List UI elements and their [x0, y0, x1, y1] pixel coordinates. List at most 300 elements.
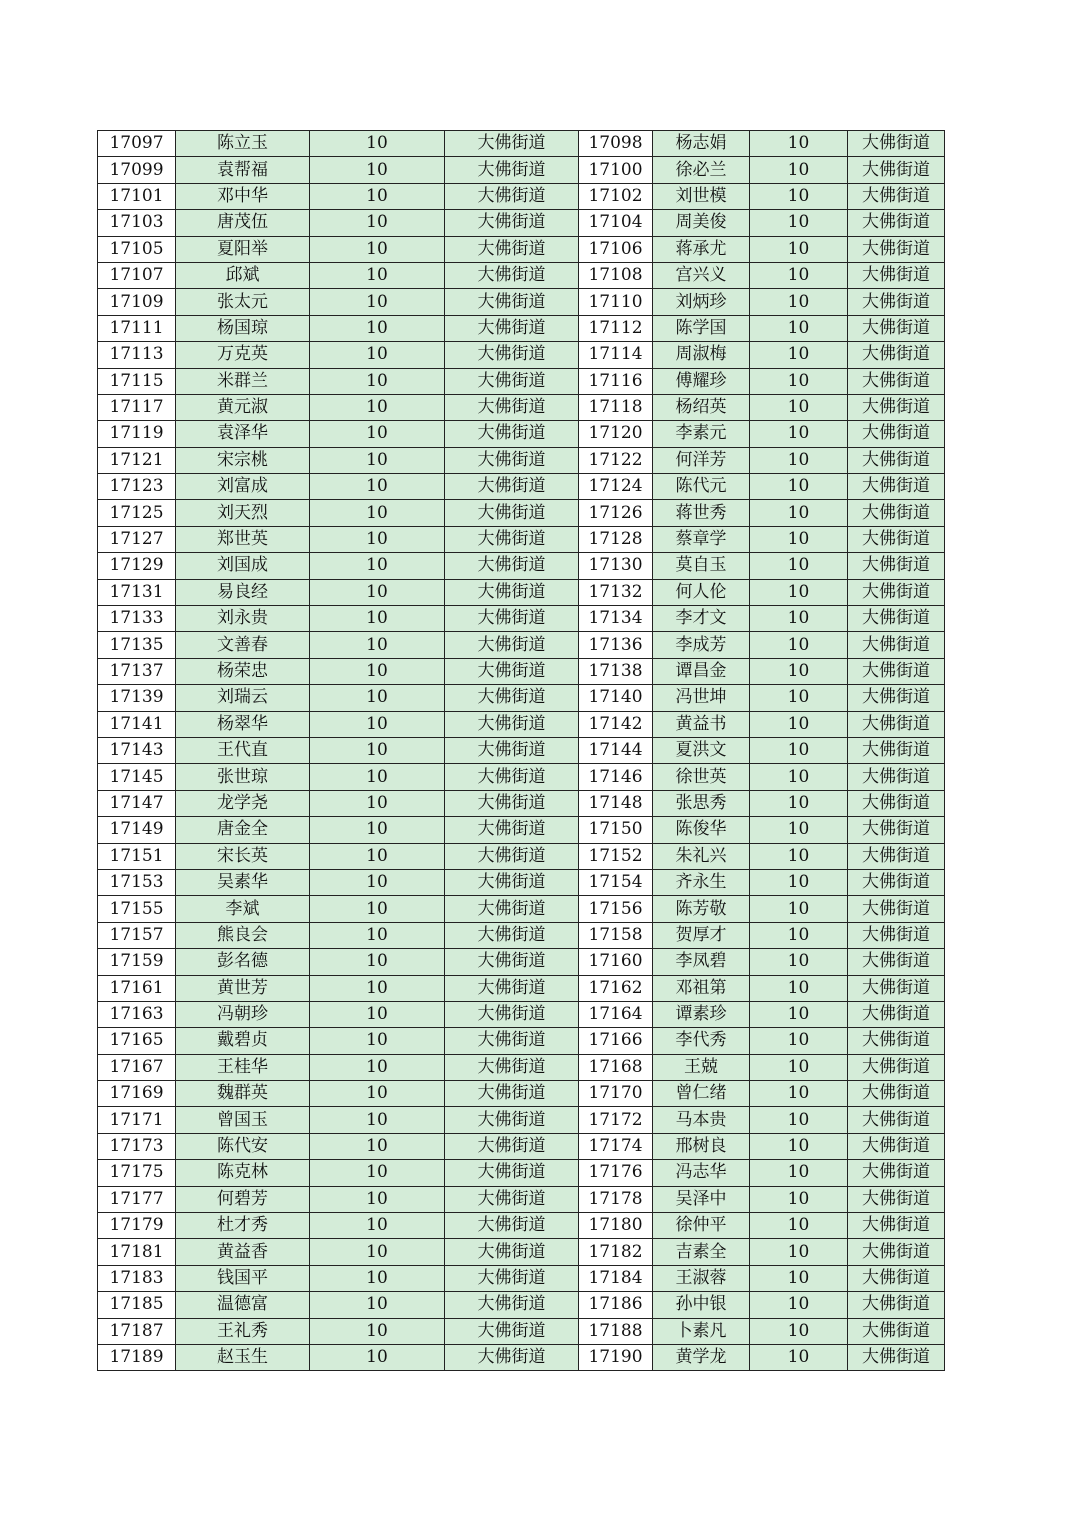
- left-id-cell: 17131: [98, 579, 176, 605]
- left-name-cell: 王代直: [176, 737, 310, 763]
- right-name-cell: 周美俊: [653, 210, 750, 236]
- right-name-cell: 冯世坤: [653, 685, 750, 711]
- right-value-cell: 10: [750, 843, 848, 869]
- right-id-cell: 17128: [579, 526, 653, 552]
- left-district-cell: 大佛街道: [445, 262, 579, 288]
- right-id-cell: 17186: [579, 1292, 653, 1318]
- left-name-cell: 陈代安: [176, 1133, 310, 1159]
- left-name-cell: 彭名德: [176, 949, 310, 975]
- table-row: [98, 1265, 945, 1291]
- right-district-cell: 大佛街道: [848, 606, 945, 632]
- left-name-cell: 钱国平: [176, 1265, 310, 1291]
- left-id-cell: 17183: [98, 1265, 176, 1291]
- left-district-cell: 大佛街道: [445, 1318, 579, 1344]
- left-id-cell: 17185: [98, 1292, 176, 1318]
- left-name-cell: 温德富: [176, 1292, 310, 1318]
- right-district-cell: 大佛街道: [848, 500, 945, 526]
- table-row: [98, 526, 945, 552]
- right-value-cell: 10: [750, 1213, 848, 1239]
- left-name-cell: 吴素华: [176, 869, 310, 895]
- left-value-cell: 10: [310, 131, 445, 157]
- table-row: [98, 342, 945, 368]
- left-name-cell: 唐金全: [176, 817, 310, 843]
- left-district-cell: 大佛街道: [445, 896, 579, 922]
- left-id-cell: 17105: [98, 236, 176, 262]
- right-value-cell: 10: [750, 262, 848, 288]
- left-district-cell: 大佛街道: [445, 1160, 579, 1186]
- table-row: [98, 817, 945, 843]
- right-id-cell: 17120: [579, 421, 653, 447]
- right-value-cell: 10: [750, 1292, 848, 1318]
- left-id-cell: 17141: [98, 711, 176, 737]
- right-id-cell: 17180: [579, 1213, 653, 1239]
- left-district-cell: 大佛街道: [445, 606, 579, 632]
- left-name-cell: 何碧芳: [176, 1186, 310, 1212]
- right-district-cell: 大佛街道: [848, 1001, 945, 1027]
- right-value-cell: 10: [750, 1186, 848, 1212]
- left-district-cell: 大佛街道: [445, 500, 579, 526]
- right-value-cell: 10: [750, 658, 848, 684]
- left-id-cell: 17159: [98, 949, 176, 975]
- left-value-cell: 10: [310, 447, 445, 473]
- right-district-cell: 大佛街道: [848, 131, 945, 157]
- left-id-cell: 17163: [98, 1001, 176, 1027]
- left-id-cell: 17135: [98, 632, 176, 658]
- left-value-cell: 10: [310, 896, 445, 922]
- table-row: [98, 1081, 945, 1107]
- left-name-cell: 陈克林: [176, 1160, 310, 1186]
- left-district-cell: 大佛街道: [445, 210, 579, 236]
- left-value-cell: 10: [310, 500, 445, 526]
- right-value-cell: 10: [750, 685, 848, 711]
- right-value-cell: 10: [750, 131, 848, 157]
- right-name-cell: 宫兴义: [653, 262, 750, 288]
- right-value-cell: 10: [750, 289, 848, 315]
- table-row: [98, 869, 945, 895]
- right-district-cell: 大佛街道: [848, 315, 945, 341]
- table-row: [98, 975, 945, 1001]
- right-id-cell: 17188: [579, 1318, 653, 1344]
- left-value-cell: 10: [310, 764, 445, 790]
- left-id-cell: 17115: [98, 368, 176, 394]
- right-district-cell: 大佛街道: [848, 579, 945, 605]
- right-value-cell: 10: [750, 790, 848, 816]
- table-row: [98, 949, 945, 975]
- left-district-cell: 大佛街道: [445, 658, 579, 684]
- left-value-cell: 10: [310, 869, 445, 895]
- right-name-cell: 何洋芳: [653, 447, 750, 473]
- left-name-cell: 王桂华: [176, 1054, 310, 1080]
- left-id-cell: 17109: [98, 289, 176, 315]
- left-district-cell: 大佛街道: [445, 421, 579, 447]
- right-id-cell: 17176: [579, 1160, 653, 1186]
- right-name-cell: 李凤碧: [653, 949, 750, 975]
- right-district-cell: 大佛街道: [848, 1186, 945, 1212]
- left-district-cell: 大佛街道: [445, 790, 579, 816]
- left-value-cell: 10: [310, 1318, 445, 1344]
- left-name-cell: 张世琼: [176, 764, 310, 790]
- right-id-cell: 17108: [579, 262, 653, 288]
- right-district-cell: 大佛街道: [848, 1265, 945, 1291]
- table-row: [98, 632, 945, 658]
- right-name-cell: 刘世模: [653, 183, 750, 209]
- right-value-cell: 10: [750, 1265, 848, 1291]
- table-row: [98, 1001, 945, 1027]
- right-id-cell: 17172: [579, 1107, 653, 1133]
- left-district-cell: 大佛街道: [445, 289, 579, 315]
- right-value-cell: 10: [750, 474, 848, 500]
- left-district-cell: 大佛街道: [445, 1028, 579, 1054]
- right-district-cell: 大佛街道: [848, 632, 945, 658]
- right-name-cell: 陈芳敬: [653, 896, 750, 922]
- left-id-cell: 17149: [98, 817, 176, 843]
- left-value-cell: 10: [310, 289, 445, 315]
- right-value-cell: 10: [750, 394, 848, 420]
- right-name-cell: 陈代元: [653, 474, 750, 500]
- left-district-cell: 大佛街道: [445, 975, 579, 1001]
- left-name-cell: 冯朝珍: [176, 1001, 310, 1027]
- left-id-cell: 17139: [98, 685, 176, 711]
- left-value-cell: 10: [310, 157, 445, 183]
- right-name-cell: 吴泽中: [653, 1186, 750, 1212]
- right-name-cell: 王淑蓉: [653, 1265, 750, 1291]
- table-row: [98, 210, 945, 236]
- right-value-cell: 10: [750, 1160, 848, 1186]
- left-name-cell: 刘富成: [176, 474, 310, 500]
- right-district-cell: 大佛街道: [848, 447, 945, 473]
- left-district-cell: 大佛街道: [445, 315, 579, 341]
- left-value-cell: 10: [310, 394, 445, 420]
- right-name-cell: 陈学国: [653, 315, 750, 341]
- table-row: [98, 394, 945, 420]
- left-name-cell: 王礼秀: [176, 1318, 310, 1344]
- right-value-cell: 10: [750, 368, 848, 394]
- right-name-cell: 冯志华: [653, 1160, 750, 1186]
- right-value-cell: 10: [750, 817, 848, 843]
- right-district-cell: 大佛街道: [848, 790, 945, 816]
- left-value-cell: 10: [310, 210, 445, 236]
- left-id-cell: 17171: [98, 1107, 176, 1133]
- right-district-cell: 大佛街道: [848, 658, 945, 684]
- right-name-cell: 黄学龙: [653, 1344, 750, 1370]
- right-value-cell: 10: [750, 1239, 848, 1265]
- left-id-cell: 17179: [98, 1213, 176, 1239]
- left-id-cell: 17157: [98, 922, 176, 948]
- left-value-cell: 10: [310, 579, 445, 605]
- left-value-cell: 10: [310, 183, 445, 209]
- right-id-cell: 17150: [579, 817, 653, 843]
- table-row: [98, 368, 945, 394]
- left-value-cell: 10: [310, 1133, 445, 1159]
- right-name-cell: 李成芳: [653, 632, 750, 658]
- left-value-cell: 10: [310, 843, 445, 869]
- right-district-cell: 大佛街道: [848, 817, 945, 843]
- right-name-cell: 朱礼兴: [653, 843, 750, 869]
- right-value-cell: 10: [750, 1318, 848, 1344]
- left-value-cell: 10: [310, 949, 445, 975]
- right-id-cell: 17184: [579, 1265, 653, 1291]
- right-value-cell: 10: [750, 922, 848, 948]
- left-district-cell: 大佛街道: [445, 632, 579, 658]
- left-name-cell: 黄益香: [176, 1239, 310, 1265]
- right-name-cell: 徐世英: [653, 764, 750, 790]
- right-district-cell: 大佛街道: [848, 896, 945, 922]
- table-row: [98, 764, 945, 790]
- right-value-cell: 10: [750, 1081, 848, 1107]
- right-value-cell: 10: [750, 711, 848, 737]
- right-district-cell: 大佛街道: [848, 289, 945, 315]
- right-name-cell: 孙中银: [653, 1292, 750, 1318]
- left-id-cell: 17133: [98, 606, 176, 632]
- table-row: [98, 1318, 945, 1344]
- left-id-cell: 17165: [98, 1028, 176, 1054]
- right-value-cell: 10: [750, 315, 848, 341]
- right-name-cell: 陈俊华: [653, 817, 750, 843]
- right-name-cell: 吉素全: [653, 1239, 750, 1265]
- right-district-cell: 大佛街道: [848, 1054, 945, 1080]
- right-value-cell: 10: [750, 737, 848, 763]
- right-id-cell: 17158: [579, 922, 653, 948]
- left-district-cell: 大佛街道: [445, 922, 579, 948]
- right-district-cell: 大佛街道: [848, 764, 945, 790]
- left-name-cell: 龙学尧: [176, 790, 310, 816]
- table-row: [98, 1239, 945, 1265]
- left-value-cell: 10: [310, 421, 445, 447]
- right-name-cell: 夏洪文: [653, 737, 750, 763]
- left-district-cell: 大佛街道: [445, 1239, 579, 1265]
- right-name-cell: 贺厚才: [653, 922, 750, 948]
- right-name-cell: 蔡章学: [653, 526, 750, 552]
- table-row: [98, 262, 945, 288]
- left-value-cell: 10: [310, 1186, 445, 1212]
- right-id-cell: 17118: [579, 394, 653, 420]
- right-id-cell: 17182: [579, 1239, 653, 1265]
- left-id-cell: 17117: [98, 394, 176, 420]
- right-district-cell: 大佛街道: [848, 975, 945, 1001]
- right-district-cell: 大佛街道: [848, 1028, 945, 1054]
- right-id-cell: 17116: [579, 368, 653, 394]
- right-value-cell: 10: [750, 157, 848, 183]
- left-value-cell: 10: [310, 790, 445, 816]
- left-value-cell: 10: [310, 236, 445, 262]
- left-name-cell: 杨荣忠: [176, 658, 310, 684]
- right-id-cell: 17100: [579, 157, 653, 183]
- left-value-cell: 10: [310, 975, 445, 1001]
- left-id-cell: 17161: [98, 975, 176, 1001]
- left-district-cell: 大佛街道: [445, 394, 579, 420]
- left-district-cell: 大佛街道: [445, 474, 579, 500]
- left-district-cell: 大佛街道: [445, 685, 579, 711]
- table-row: [98, 236, 945, 262]
- left-value-cell: 10: [310, 1081, 445, 1107]
- left-name-cell: 戴碧贞: [176, 1028, 310, 1054]
- left-value-cell: 10: [310, 1001, 445, 1027]
- left-value-cell: 10: [310, 342, 445, 368]
- right-name-cell: 谭素珍: [653, 1001, 750, 1027]
- left-value-cell: 10: [310, 1213, 445, 1239]
- table-row: [98, 315, 945, 341]
- right-name-cell: 王兢: [653, 1054, 750, 1080]
- left-value-cell: 10: [310, 474, 445, 500]
- right-district-cell: 大佛街道: [848, 737, 945, 763]
- right-value-cell: 10: [750, 342, 848, 368]
- right-value-cell: 10: [750, 975, 848, 1001]
- left-name-cell: 赵玉生: [176, 1344, 310, 1370]
- table-row: [98, 922, 945, 948]
- left-district-cell: 大佛街道: [445, 526, 579, 552]
- left-value-cell: 10: [310, 817, 445, 843]
- right-name-cell: 徐必兰: [653, 157, 750, 183]
- left-name-cell: 易良经: [176, 579, 310, 605]
- left-value-cell: 10: [310, 1344, 445, 1370]
- right-district-cell: 大佛街道: [848, 949, 945, 975]
- left-id-cell: 17177: [98, 1186, 176, 1212]
- left-district-cell: 大佛街道: [445, 1054, 579, 1080]
- left-id-cell: 17155: [98, 896, 176, 922]
- left-value-cell: 10: [310, 1239, 445, 1265]
- right-id-cell: 17098: [579, 131, 653, 157]
- right-name-cell: 齐永生: [653, 869, 750, 895]
- right-value-cell: 10: [750, 1107, 848, 1133]
- left-value-cell: 10: [310, 737, 445, 763]
- right-name-cell: 张思秀: [653, 790, 750, 816]
- left-name-cell: 刘瑞云: [176, 685, 310, 711]
- table-row: [98, 1028, 945, 1054]
- left-district-cell: 大佛街道: [445, 236, 579, 262]
- left-name-cell: 黄世芳: [176, 975, 310, 1001]
- right-district-cell: 大佛街道: [848, 262, 945, 288]
- left-value-cell: 10: [310, 315, 445, 341]
- table-row: [98, 1213, 945, 1239]
- left-name-cell: 万克英: [176, 342, 310, 368]
- table-row: [98, 500, 945, 526]
- left-name-cell: 李斌: [176, 896, 310, 922]
- left-value-cell: 10: [310, 922, 445, 948]
- left-district-cell: 大佛街道: [445, 1001, 579, 1027]
- right-district-cell: 大佛街道: [848, 368, 945, 394]
- right-id-cell: 17104: [579, 210, 653, 236]
- left-value-cell: 10: [310, 606, 445, 632]
- right-district-cell: 大佛街道: [848, 236, 945, 262]
- right-id-cell: 17136: [579, 632, 653, 658]
- left-district-cell: 大佛街道: [445, 131, 579, 157]
- table-row: [98, 737, 945, 763]
- left-name-cell: 黄元淑: [176, 394, 310, 420]
- left-id-cell: 17097: [98, 131, 176, 157]
- left-id-cell: 17169: [98, 1081, 176, 1107]
- table-row: [98, 606, 945, 632]
- table-row: [98, 1292, 945, 1318]
- right-name-cell: 李素元: [653, 421, 750, 447]
- right-value-cell: 10: [750, 764, 848, 790]
- right-name-cell: 徐仲平: [653, 1213, 750, 1239]
- left-district-cell: 大佛街道: [445, 447, 579, 473]
- right-value-cell: 10: [750, 869, 848, 895]
- table-row: [98, 447, 945, 473]
- left-id-cell: 17121: [98, 447, 176, 473]
- right-district-cell: 大佛街道: [848, 1133, 945, 1159]
- right-name-cell: 傅耀珍: [653, 368, 750, 394]
- roster-table-body: [98, 131, 945, 1371]
- right-id-cell: 17170: [579, 1081, 653, 1107]
- left-name-cell: 袁帮福: [176, 157, 310, 183]
- left-id-cell: 17175: [98, 1160, 176, 1186]
- table-row: [98, 474, 945, 500]
- right-value-cell: 10: [750, 553, 848, 579]
- left-name-cell: 陈立玉: [176, 131, 310, 157]
- right-value-cell: 10: [750, 236, 848, 262]
- roster-table: [97, 130, 945, 1371]
- right-id-cell: 17130: [579, 553, 653, 579]
- right-district-cell: 大佛街道: [848, 685, 945, 711]
- left-id-cell: 17123: [98, 474, 176, 500]
- left-id-cell: 17101: [98, 183, 176, 209]
- left-id-cell: 17167: [98, 1054, 176, 1080]
- right-district-cell: 大佛街道: [848, 1081, 945, 1107]
- table-row: [98, 421, 945, 447]
- right-value-cell: 10: [750, 183, 848, 209]
- right-district-cell: 大佛街道: [848, 342, 945, 368]
- right-name-cell: 邢树良: [653, 1133, 750, 1159]
- left-value-cell: 10: [310, 711, 445, 737]
- right-id-cell: 17122: [579, 447, 653, 473]
- right-name-cell: 李代秀: [653, 1028, 750, 1054]
- right-value-cell: 10: [750, 1054, 848, 1080]
- left-id-cell: 17187: [98, 1318, 176, 1344]
- right-value-cell: 10: [750, 526, 848, 552]
- left-district-cell: 大佛街道: [445, 843, 579, 869]
- left-district-cell: 大佛街道: [445, 368, 579, 394]
- table-row: [98, 1160, 945, 1186]
- right-district-cell: 大佛街道: [848, 210, 945, 236]
- left-district-cell: 大佛街道: [445, 157, 579, 183]
- right-id-cell: 17124: [579, 474, 653, 500]
- left-name-cell: 刘天烈: [176, 500, 310, 526]
- right-name-cell: 谭昌金: [653, 658, 750, 684]
- right-value-cell: 10: [750, 1028, 848, 1054]
- left-district-cell: 大佛街道: [445, 1292, 579, 1318]
- right-value-cell: 10: [750, 632, 848, 658]
- left-district-cell: 大佛街道: [445, 737, 579, 763]
- right-id-cell: 17164: [579, 1001, 653, 1027]
- right-value-cell: 10: [750, 500, 848, 526]
- right-value-cell: 10: [750, 606, 848, 632]
- left-district-cell: 大佛街道: [445, 1265, 579, 1291]
- left-name-cell: 杨国琼: [176, 315, 310, 341]
- table-row: [98, 843, 945, 869]
- left-id-cell: 17111: [98, 315, 176, 341]
- right-id-cell: 17144: [579, 737, 653, 763]
- left-name-cell: 文善春: [176, 632, 310, 658]
- table-row: [98, 711, 945, 737]
- table-row: [98, 790, 945, 816]
- right-name-cell: 蒋承尤: [653, 236, 750, 262]
- left-district-cell: 大佛街道: [445, 764, 579, 790]
- right-district-cell: 大佛街道: [848, 1292, 945, 1318]
- left-district-cell: 大佛街道: [445, 1107, 579, 1133]
- left-district-cell: 大佛街道: [445, 1344, 579, 1370]
- left-name-cell: 杨翠华: [176, 711, 310, 737]
- left-id-cell: 17127: [98, 526, 176, 552]
- right-value-cell: 10: [750, 421, 848, 447]
- left-district-cell: 大佛街道: [445, 1081, 579, 1107]
- right-id-cell: 17132: [579, 579, 653, 605]
- left-id-cell: 17137: [98, 658, 176, 684]
- right-id-cell: 17114: [579, 342, 653, 368]
- left-district-cell: 大佛街道: [445, 1186, 579, 1212]
- table-row: [98, 1054, 945, 1080]
- left-id-cell: 17173: [98, 1133, 176, 1159]
